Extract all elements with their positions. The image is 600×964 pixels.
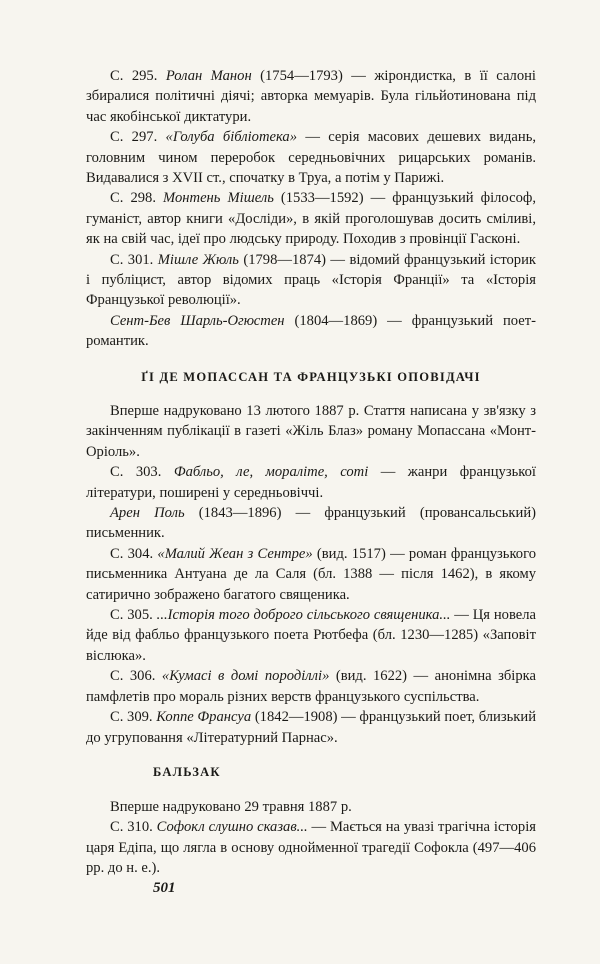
section-heading-balzac: БАЛЬЗАК bbox=[153, 765, 221, 779]
note-title: Монтень Мішель bbox=[163, 190, 274, 207]
note-title: Ролан Манон bbox=[165, 68, 252, 84]
note-title: Коппе Франсуа bbox=[156, 709, 252, 726]
note-arene: Арен Поль (1843—1896) — французький (провансальський) письменник. bbox=[86, 505, 536, 542]
note-michelet: С. 301. Мішле Жюль (1798—1874) — відомий французький історик і публіцист, автор відомих праць «Історія Франції» та «Історія Французької революції». bbox=[86, 251, 536, 309]
note-caquets: С. 306. «Кумасі в домі породіллі» (вид. 1622) — анонімна збірка памфлетів про мораль різних верств французького суспільства. bbox=[86, 668, 536, 705]
note-sainte-beuve: Сент-Бев Шарль-Огюстен (1804—1869) — французький поет-романтик. bbox=[86, 312, 536, 350]
notes-top bbox=[86, 66, 536, 352]
note-title: «Голуба бібліотека» bbox=[165, 129, 298, 146]
page-number: 501 bbox=[153, 880, 176, 896]
note-title: Софокл слушно сказав... bbox=[156, 819, 308, 836]
section-intro: Вперше надруковано 13 лютого 1887 р. Стаття написана у зв'язку з закінченням публікації в газеті «Жіль Блаз» роману Мопассана «Монт-Оріоль». bbox=[86, 403, 536, 460]
note-montaigne: С. 298. Монтень Мішель (1533—1592) — французький філософ, гуманіст, автор книги «Досліди», в якій проголошував досить сміливі, як на свій час, ідеї про людську природу. Походив з провінції Гасконі. bbox=[86, 190, 536, 248]
note-jehan-saintre: С. 304. «Малий Жеан з Сентре» (вид. 1517) — роман французького письменника Антуана де ла Саля (бл. 1388 — після 1462), в якому сатирично зображено багатого священика. bbox=[86, 545, 537, 603]
note-fabliaux: С. 303. Фабльо, ле, мораліте, соті — жанри французької літератури, поширені у середньовіччі. bbox=[86, 464, 536, 501]
notes-balzac bbox=[86, 797, 536, 879]
note-bibliotheque: С. 297. «Голуба бібліотека» — серія масових дешевих видань, головним чином переробок середньовічних рицарських романів. Видавалися з XVII ст., спочатку в Труа, а потім у Парижі. bbox=[86, 129, 536, 187]
note-sophocles: С. 310. Софокл слушно сказав... — Мається на увазі трагічна історія царя Едіпа, що лягла в основу однойменної трагедії Софокла (497—406 рр. до н. е.). bbox=[86, 819, 536, 877]
section-intro: Вперше надруковано 29 травня 1887 р. bbox=[110, 799, 352, 815]
section-heading-maupassant: ҐІ ДЕ МОПАССАН ТА ФРАНЦУЗЬКІ ОПОВІДАЧІ bbox=[141, 370, 481, 384]
note-title: «Кумасі в домі породіллі» bbox=[161, 668, 330, 685]
note-roland: С. 295. Ролан Манон (1754—1793) — жірондистка, в її салоні збиралися політичні діячі; авторка мемуарів. Була гільйотинована під час якобінської диктатури. bbox=[86, 68, 536, 125]
note-title: Арен Поль bbox=[110, 505, 185, 522]
note-priest: С. 305. ...Історія того доброго сільського священика... — Ця новела йде від фабльо французького поета Рютбефа (бл. 1230—1285) «Заповіт віслюка». bbox=[86, 607, 536, 664]
note-title: «Малий Жеан з Сентре» bbox=[157, 545, 313, 562]
note-title: Фабльо, ле, мораліте, соті bbox=[173, 464, 369, 481]
note-coppee: С. 309. Коппе Франсуа (1842—1908) — французький поет, близький до угруповання «Літературний Парнас». bbox=[86, 709, 537, 746]
note-title: ...Історія того доброго сільського священика... bbox=[156, 607, 451, 624]
note-title: Мішле Жюль bbox=[157, 251, 239, 268]
note-title: Сент-Бев Шарль-Огюстен bbox=[110, 312, 285, 329]
notes-maupassant bbox=[86, 401, 536, 748]
